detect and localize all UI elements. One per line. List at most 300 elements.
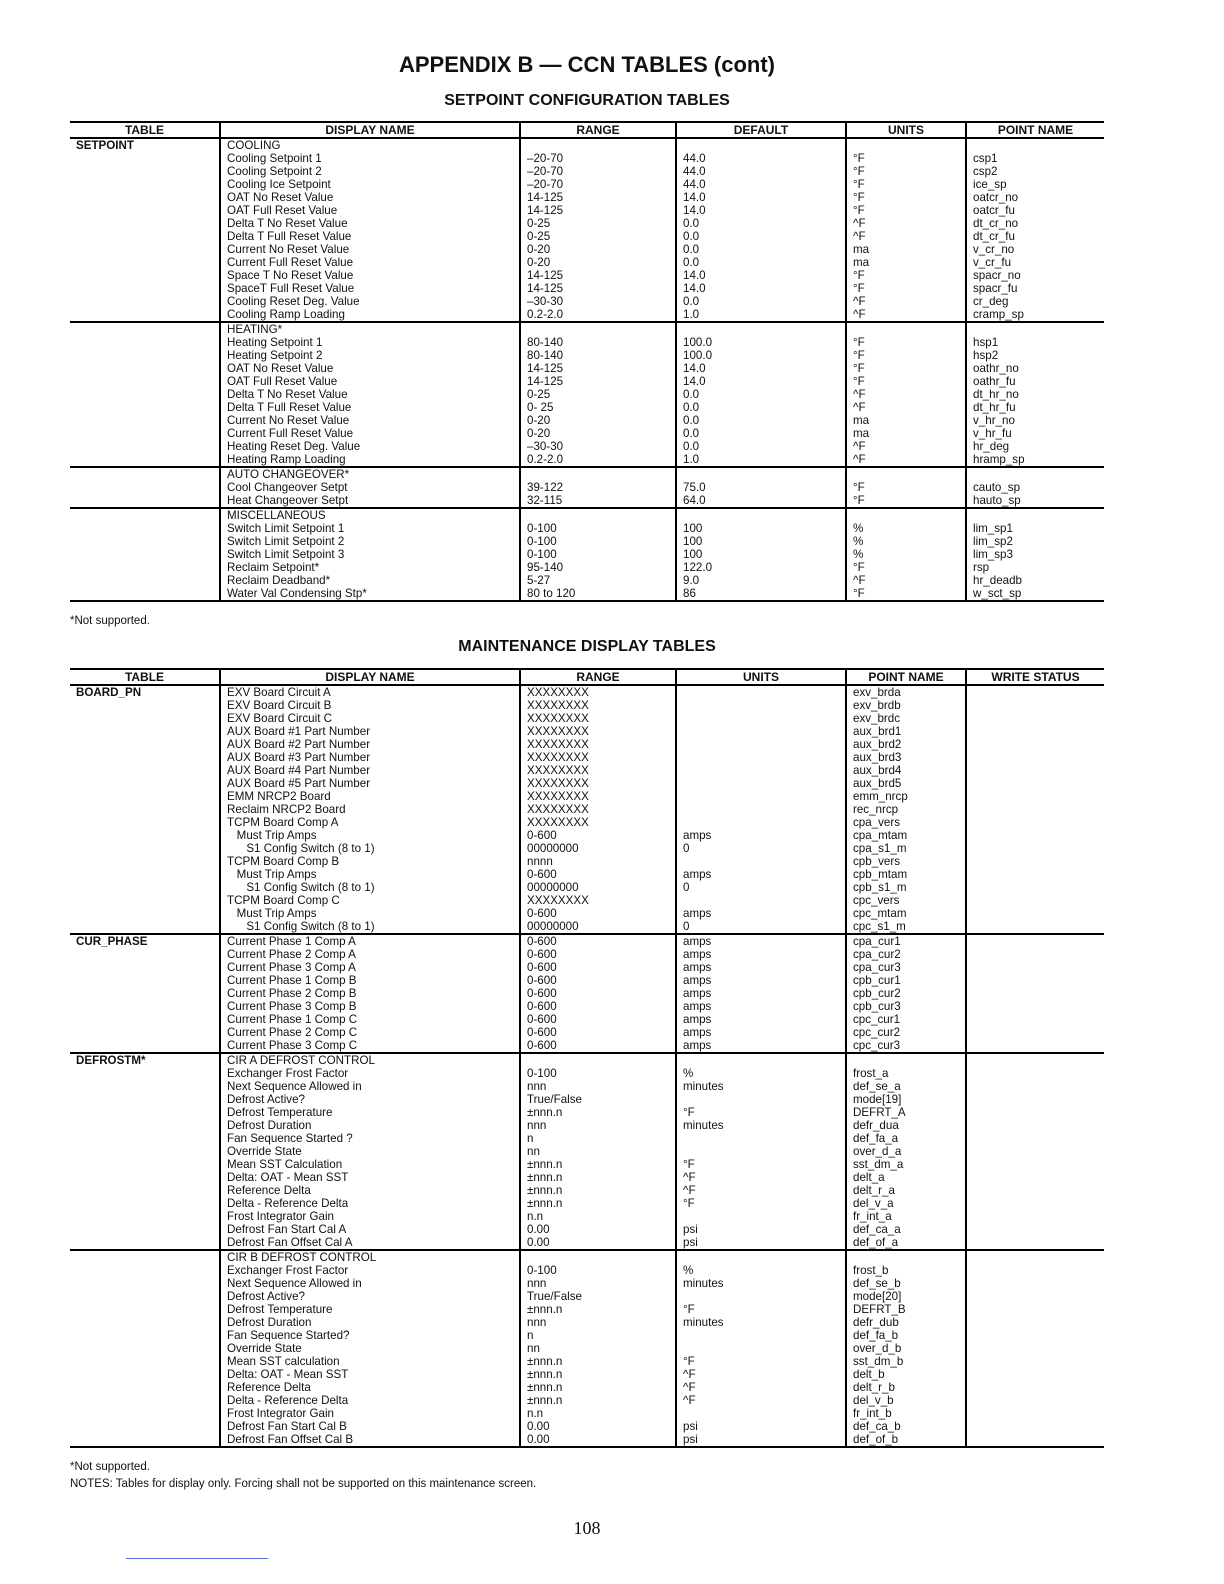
table-cell: Heating Ramp Loading	[220, 453, 520, 467]
table-cell: Override State	[220, 1145, 520, 1158]
table-cell: def_se_b	[846, 1277, 966, 1290]
table-row	[70, 855, 1104, 868]
table-cell	[966, 934, 1104, 948]
table-cell	[966, 685, 1104, 699]
table-cell: ±nnn.n	[520, 1303, 676, 1316]
table-cell: amps	[676, 868, 846, 881]
table-cell: EMM NRCP2 Board	[220, 790, 520, 803]
table-cell: TCPM Board Comp A	[220, 816, 520, 829]
table-cell	[966, 1210, 1104, 1223]
table-name-cell	[70, 256, 220, 269]
table-cell: °F	[846, 269, 966, 282]
table-cell: n.n	[520, 1210, 676, 1223]
table-cell: def_fa_b	[846, 1329, 966, 1342]
table-cell: oatcr_no	[966, 191, 1104, 204]
table-cell: 0-600	[520, 987, 676, 1000]
table-cell: ^F	[846, 217, 966, 230]
table-cell: %	[846, 535, 966, 548]
table-cell: rec_nrcp	[846, 803, 966, 816]
table-name-cell	[70, 1171, 220, 1184]
table-cell: Frost Integrator Gain	[220, 1407, 520, 1420]
table-cell	[966, 1420, 1104, 1433]
table-cell: 80 to 120	[520, 587, 676, 601]
table-row	[70, 494, 1104, 508]
table-cell: DEFRT_A	[846, 1106, 966, 1119]
table-cell: Delta: OAT - Mean SST	[220, 1171, 520, 1184]
col-header-write-status: WRITE STATUS	[966, 669, 1104, 685]
table-cell: CIR B DEFROST CONTROL	[220, 1250, 520, 1264]
table-cell: minutes	[676, 1080, 846, 1093]
table-cell	[966, 777, 1104, 790]
table-cell: °F	[846, 587, 966, 601]
table-cell: EXV Board Circuit A	[220, 685, 520, 699]
table-cell	[966, 1067, 1104, 1080]
table-cell	[966, 1053, 1104, 1067]
table-name-cell	[70, 1145, 220, 1158]
table-name-cell	[70, 453, 220, 467]
table-row	[70, 1433, 1104, 1447]
table-cell: 0.0	[676, 427, 846, 440]
table-cell: 14.0	[676, 269, 846, 282]
table-row	[70, 295, 1104, 308]
table-name-cell	[70, 1039, 220, 1053]
table-row	[70, 1210, 1104, 1223]
table-row	[70, 204, 1104, 217]
table-cell: cpc_vers	[846, 894, 966, 907]
table-cell: Delta T Full Reset Value	[220, 401, 520, 414]
table-cell: 0.00	[520, 1236, 676, 1250]
table-cell: ma	[846, 243, 966, 256]
table-cell: amps	[676, 1039, 846, 1053]
table-cell: 14-125	[520, 204, 676, 217]
col-header-table: TABLE	[70, 122, 220, 138]
table-cell: °F	[846, 494, 966, 508]
table-row	[70, 829, 1104, 842]
table-row	[70, 481, 1104, 494]
table-cell	[676, 467, 846, 481]
table-cell: v_hr_no	[966, 414, 1104, 427]
table-cell: Reclaim Setpoint*	[220, 561, 520, 574]
table-name-cell	[70, 725, 220, 738]
table-cell	[676, 712, 846, 725]
table-cell: dt_hr_fu	[966, 401, 1104, 414]
table-cell: 44.0	[676, 152, 846, 165]
table-cell	[966, 803, 1104, 816]
table-row	[70, 152, 1104, 165]
table-row	[70, 1067, 1104, 1080]
table-name-cell	[70, 1080, 220, 1093]
table-cell	[966, 1329, 1104, 1342]
table-name-cell	[70, 522, 220, 535]
table-cell: aux_brd4	[846, 764, 966, 777]
table-cell: Switch Limit Setpoint 2	[220, 535, 520, 548]
table-cell: 0	[676, 920, 846, 934]
maintenance-notes: NOTES: Tables for display only. Forcing shall not be supported on this maintenance screen.	[70, 1478, 537, 1490]
row-group	[70, 934, 1104, 1053]
table-cell: amps	[676, 974, 846, 987]
table-cell: lim_sp3	[966, 548, 1104, 561]
table-cell: exv_brda	[846, 685, 966, 699]
table-cell: cpc_cur1	[846, 1013, 966, 1026]
table-cell: ma	[846, 427, 966, 440]
table-cell: ^F	[846, 308, 966, 322]
table-cell: delt_a	[846, 1171, 966, 1184]
table-row	[70, 1290, 1104, 1303]
col-header-range: RANGE	[520, 669, 676, 685]
table-cell	[676, 685, 846, 699]
table-cell: 0.0	[676, 401, 846, 414]
table-cell: 86	[676, 587, 846, 601]
table-cell: OAT No Reset Value	[220, 191, 520, 204]
table-cell	[676, 764, 846, 777]
table-cell: Heat Changeover Setpt	[220, 494, 520, 508]
table-cell: Cooling Reset Deg. Value	[220, 295, 520, 308]
table-cell: °F	[846, 481, 966, 494]
table-name-cell	[70, 1394, 220, 1407]
table-cell: Heating Setpoint 2	[220, 349, 520, 362]
table-cell: nn	[520, 1145, 676, 1158]
table-cell: AUX Board #1 Part Number	[220, 725, 520, 738]
table-cell: def_ca_b	[846, 1420, 966, 1433]
table-cell: 0.2-2.0	[520, 453, 676, 467]
maintenance-footnote: *Not supported.	[70, 1461, 150, 1473]
table-cell: cpb_s1_m	[846, 881, 966, 894]
table-name-cell	[70, 881, 220, 894]
table-cell	[966, 1026, 1104, 1039]
table-cell: 0	[676, 842, 846, 855]
table-cell: rsp	[966, 561, 1104, 574]
table-name-cell	[70, 152, 220, 165]
table-cell: v_cr_fu	[966, 256, 1104, 269]
table-cell: EXV Board Circuit B	[220, 699, 520, 712]
setpoint-configuration-table	[70, 121, 1104, 602]
table-cell	[676, 725, 846, 738]
table-cell: frost_a	[846, 1067, 966, 1080]
table-cell	[966, 1303, 1104, 1316]
table-row	[70, 191, 1104, 204]
table-row	[70, 881, 1104, 894]
table-cell	[676, 855, 846, 868]
table-row	[70, 948, 1104, 961]
table-row	[70, 1119, 1104, 1132]
table-cell: Current Phase 3 Comp C	[220, 1039, 520, 1053]
table-name-cell	[70, 243, 220, 256]
table-cell: AUX Board #5 Part Number	[220, 777, 520, 790]
table-name-cell	[70, 1119, 220, 1132]
col-header-point-name: POINT NAME	[966, 122, 1104, 138]
table-cell: 0-100	[520, 1264, 676, 1277]
table-name-cell	[70, 974, 220, 987]
table-row	[70, 269, 1104, 282]
table-cell: COOLING	[220, 138, 520, 152]
table-cell: %	[676, 1264, 846, 1277]
table-cell: ^F	[846, 453, 966, 467]
table-cell: °F	[846, 178, 966, 191]
table-cell: 32-115	[520, 494, 676, 508]
table-cell: 95-140	[520, 561, 676, 574]
table-name-cell	[70, 764, 220, 777]
table-cell: ±nnn.n	[520, 1158, 676, 1171]
table-cell	[966, 1223, 1104, 1236]
table-cell: delt_b	[846, 1368, 966, 1381]
table-cell: True/False	[520, 1093, 676, 1106]
table-row	[70, 987, 1104, 1000]
table-cell: 0-600	[520, 1026, 676, 1039]
table-cell	[676, 138, 846, 152]
table-cell	[966, 1290, 1104, 1303]
table-cell: Reclaim NRCP2 Board	[220, 803, 520, 816]
table-cell: 0- 25	[520, 401, 676, 414]
table-cell: 0-600	[520, 907, 676, 920]
table-cell: °F	[676, 1355, 846, 1368]
table-cell: TCPM Board Comp C	[220, 894, 520, 907]
table-row	[70, 230, 1104, 243]
table-cell: Heating Reset Deg. Value	[220, 440, 520, 453]
table-cell: Current Phase 1 Comp A	[220, 934, 520, 948]
table-name-cell	[70, 204, 220, 217]
table-cell: %	[846, 522, 966, 535]
table-row	[70, 587, 1104, 601]
table-cell: Delta T No Reset Value	[220, 217, 520, 230]
table-cell: delt_r_b	[846, 1381, 966, 1394]
table-cell: 14.0	[676, 282, 846, 295]
table-row	[70, 453, 1104, 467]
table-cell: over_d_b	[846, 1342, 966, 1355]
table-cell: cpb_cur3	[846, 1000, 966, 1013]
table-cell: spacr_fu	[966, 282, 1104, 295]
table-cell	[846, 508, 966, 522]
table-name-cell	[70, 165, 220, 178]
table-cell: Cooling Setpoint 2	[220, 165, 520, 178]
table-cell	[520, 467, 676, 481]
table-cell	[966, 1394, 1104, 1407]
table-cell: cpc_s1_m	[846, 920, 966, 934]
table-cell: Current Phase 3 Comp A	[220, 961, 520, 974]
table-name-cell	[70, 269, 220, 282]
table-cell	[966, 1342, 1104, 1355]
table-cell: 44.0	[676, 178, 846, 191]
table-cell: psi	[676, 1433, 846, 1447]
table-cell: XXXXXXXX	[520, 816, 676, 829]
table-cell	[676, 1053, 846, 1067]
table-row	[70, 440, 1104, 453]
table-cell: w_sct_sp	[966, 587, 1104, 601]
table-row	[70, 548, 1104, 561]
table-cell: Delta - Reference Delta	[220, 1197, 520, 1210]
table-name-cell	[70, 868, 220, 881]
table-cell: fr_int_b	[846, 1407, 966, 1420]
table-cell: S1 Config Switch (8 to 1)	[220, 920, 520, 934]
table-cell: 64.0	[676, 494, 846, 508]
table-row	[70, 1053, 1104, 1067]
table-cell: OAT No Reset Value	[220, 362, 520, 375]
table-cell: 0	[676, 881, 846, 894]
table-cell: Reference Delta	[220, 1381, 520, 1394]
table-name-cell	[70, 336, 220, 349]
table-name-cell	[70, 777, 220, 790]
table-cell: n	[520, 1329, 676, 1342]
table-cell: 0-20	[520, 427, 676, 440]
table-cell: 0.00	[520, 1223, 676, 1236]
table-cell: aux_brd2	[846, 738, 966, 751]
row-group	[70, 1053, 1104, 1250]
table-cell	[966, 842, 1104, 855]
table-cell: 0-600	[520, 1000, 676, 1013]
table-cell: HEATING*	[220, 322, 520, 336]
table-cell: sst_dm_a	[846, 1158, 966, 1171]
table-cell: minutes	[676, 1277, 846, 1290]
table-cell: –20-70	[520, 152, 676, 165]
table-cell: XXXXXXXX	[520, 790, 676, 803]
table-name-cell	[70, 712, 220, 725]
table-cell: frost_b	[846, 1264, 966, 1277]
table-cell: XXXXXXXX	[520, 764, 676, 777]
table-cell: ^F	[676, 1394, 846, 1407]
table-name-cell	[70, 961, 220, 974]
table-cell: psi	[676, 1236, 846, 1250]
table-row	[70, 362, 1104, 375]
table-cell: –20-70	[520, 178, 676, 191]
table-row	[70, 751, 1104, 764]
table-cell: 0-600	[520, 948, 676, 961]
table-row	[70, 685, 1104, 699]
table-name-cell	[70, 1067, 220, 1080]
table-cell: nnn	[520, 1119, 676, 1132]
table-cell: dt_cr_no	[966, 217, 1104, 230]
table-row	[70, 920, 1104, 934]
table-cell	[676, 790, 846, 803]
table-cell: cr_deg	[966, 295, 1104, 308]
table-row	[70, 1197, 1104, 1210]
table-cell: 0-25	[520, 388, 676, 401]
table-cell	[966, 1264, 1104, 1277]
table-cell	[520, 322, 676, 336]
table-cell: 100	[676, 548, 846, 561]
table-cell: Cooling Setpoint 1	[220, 152, 520, 165]
table-cell: Delta T Full Reset Value	[220, 230, 520, 243]
table-cell: ma	[846, 414, 966, 427]
table-row	[70, 165, 1104, 178]
table-cell: spacr_no	[966, 269, 1104, 282]
table-row	[70, 414, 1104, 427]
table-cell: amps	[676, 948, 846, 961]
table-row	[70, 777, 1104, 790]
table-cell: cpc_cur2	[846, 1026, 966, 1039]
table-cell: Current Phase 2 Comp B	[220, 987, 520, 1000]
table-cell: fr_int_a	[846, 1210, 966, 1223]
table-row	[70, 974, 1104, 987]
table-cell: 100	[676, 522, 846, 535]
table-cell: 0.00	[520, 1420, 676, 1433]
table-cell: Defrost Active?	[220, 1093, 520, 1106]
table-cell: over_d_a	[846, 1145, 966, 1158]
table-cell	[966, 1106, 1104, 1119]
table-cell: °F	[676, 1197, 846, 1210]
table-cell: 0.0	[676, 388, 846, 401]
table-cell: ^F	[676, 1381, 846, 1394]
col-header-range: RANGE	[520, 122, 676, 138]
table-cell: amps	[676, 987, 846, 1000]
table-cell: 14.0	[676, 191, 846, 204]
table-cell: Exchanger Frost Factor	[220, 1067, 520, 1080]
table-name-cell	[70, 738, 220, 751]
table-cell: %	[846, 548, 966, 561]
table-cell	[846, 322, 966, 336]
table-cell: Reclaim Deadband*	[220, 574, 520, 587]
table-cell: 00000000	[520, 920, 676, 934]
table-row	[70, 1303, 1104, 1316]
table-cell: 75.0	[676, 481, 846, 494]
table-cell: 00000000	[520, 881, 676, 894]
table-row	[70, 401, 1104, 414]
table-name-cell	[70, 427, 220, 440]
table-name-cell	[70, 1316, 220, 1329]
table-row	[70, 336, 1104, 349]
table-cell: 14.0	[676, 204, 846, 217]
table-cell: 0-600	[520, 961, 676, 974]
table-cell: ^F	[846, 401, 966, 414]
table-row	[70, 1236, 1104, 1250]
table-name-cell	[70, 574, 220, 587]
table-cell: 14-125	[520, 282, 676, 295]
table-row	[70, 427, 1104, 440]
table-cell: v_hr_fu	[966, 427, 1104, 440]
table-cell: ±nnn.n	[520, 1355, 676, 1368]
table-cell: °F	[846, 165, 966, 178]
table-cell: nnn	[520, 1080, 676, 1093]
table-name-cell	[70, 1433, 220, 1447]
table-name-cell	[70, 362, 220, 375]
table-name-cell	[70, 1236, 220, 1250]
table-cell	[966, 138, 1104, 152]
table-cell: °F	[846, 349, 966, 362]
table-row	[70, 842, 1104, 855]
table-cell: Frost Integrator Gain	[220, 1210, 520, 1223]
row-group	[70, 508, 1104, 601]
table-cell	[676, 751, 846, 764]
table-cell: S1 Config Switch (8 to 1)	[220, 842, 520, 855]
table-cell: mode[20]	[846, 1290, 966, 1303]
table-cell: aux_brd3	[846, 751, 966, 764]
table-cell	[966, 1080, 1104, 1093]
table-name-cell	[70, 699, 220, 712]
table-row	[70, 282, 1104, 295]
table-cell	[846, 1053, 966, 1067]
table-name-cell	[70, 440, 220, 453]
table-cell: hr_deadb	[966, 574, 1104, 587]
table-cell: OAT Full Reset Value	[220, 204, 520, 217]
table-cell: 0-20	[520, 414, 676, 427]
table-cell	[966, 1381, 1104, 1394]
table-cell: 0-25	[520, 230, 676, 243]
table-cell: n	[520, 1132, 676, 1145]
table-cell	[676, 803, 846, 816]
table-cell: amps	[676, 934, 846, 948]
table-cell	[966, 1119, 1104, 1132]
row-group	[70, 467, 1104, 508]
table-cell: 0.00	[520, 1433, 676, 1447]
table-cell	[966, 1368, 1104, 1381]
table-cell: 0-100	[520, 522, 676, 535]
table-row	[70, 349, 1104, 362]
table-name-cell	[70, 1407, 220, 1420]
table-cell: oathr_no	[966, 362, 1104, 375]
table-cell: cpb_vers	[846, 855, 966, 868]
table-cell: 80-140	[520, 349, 676, 362]
table-cell: Current No Reset Value	[220, 243, 520, 256]
table-row	[70, 934, 1104, 948]
table-cell: v_cr_no	[966, 243, 1104, 256]
